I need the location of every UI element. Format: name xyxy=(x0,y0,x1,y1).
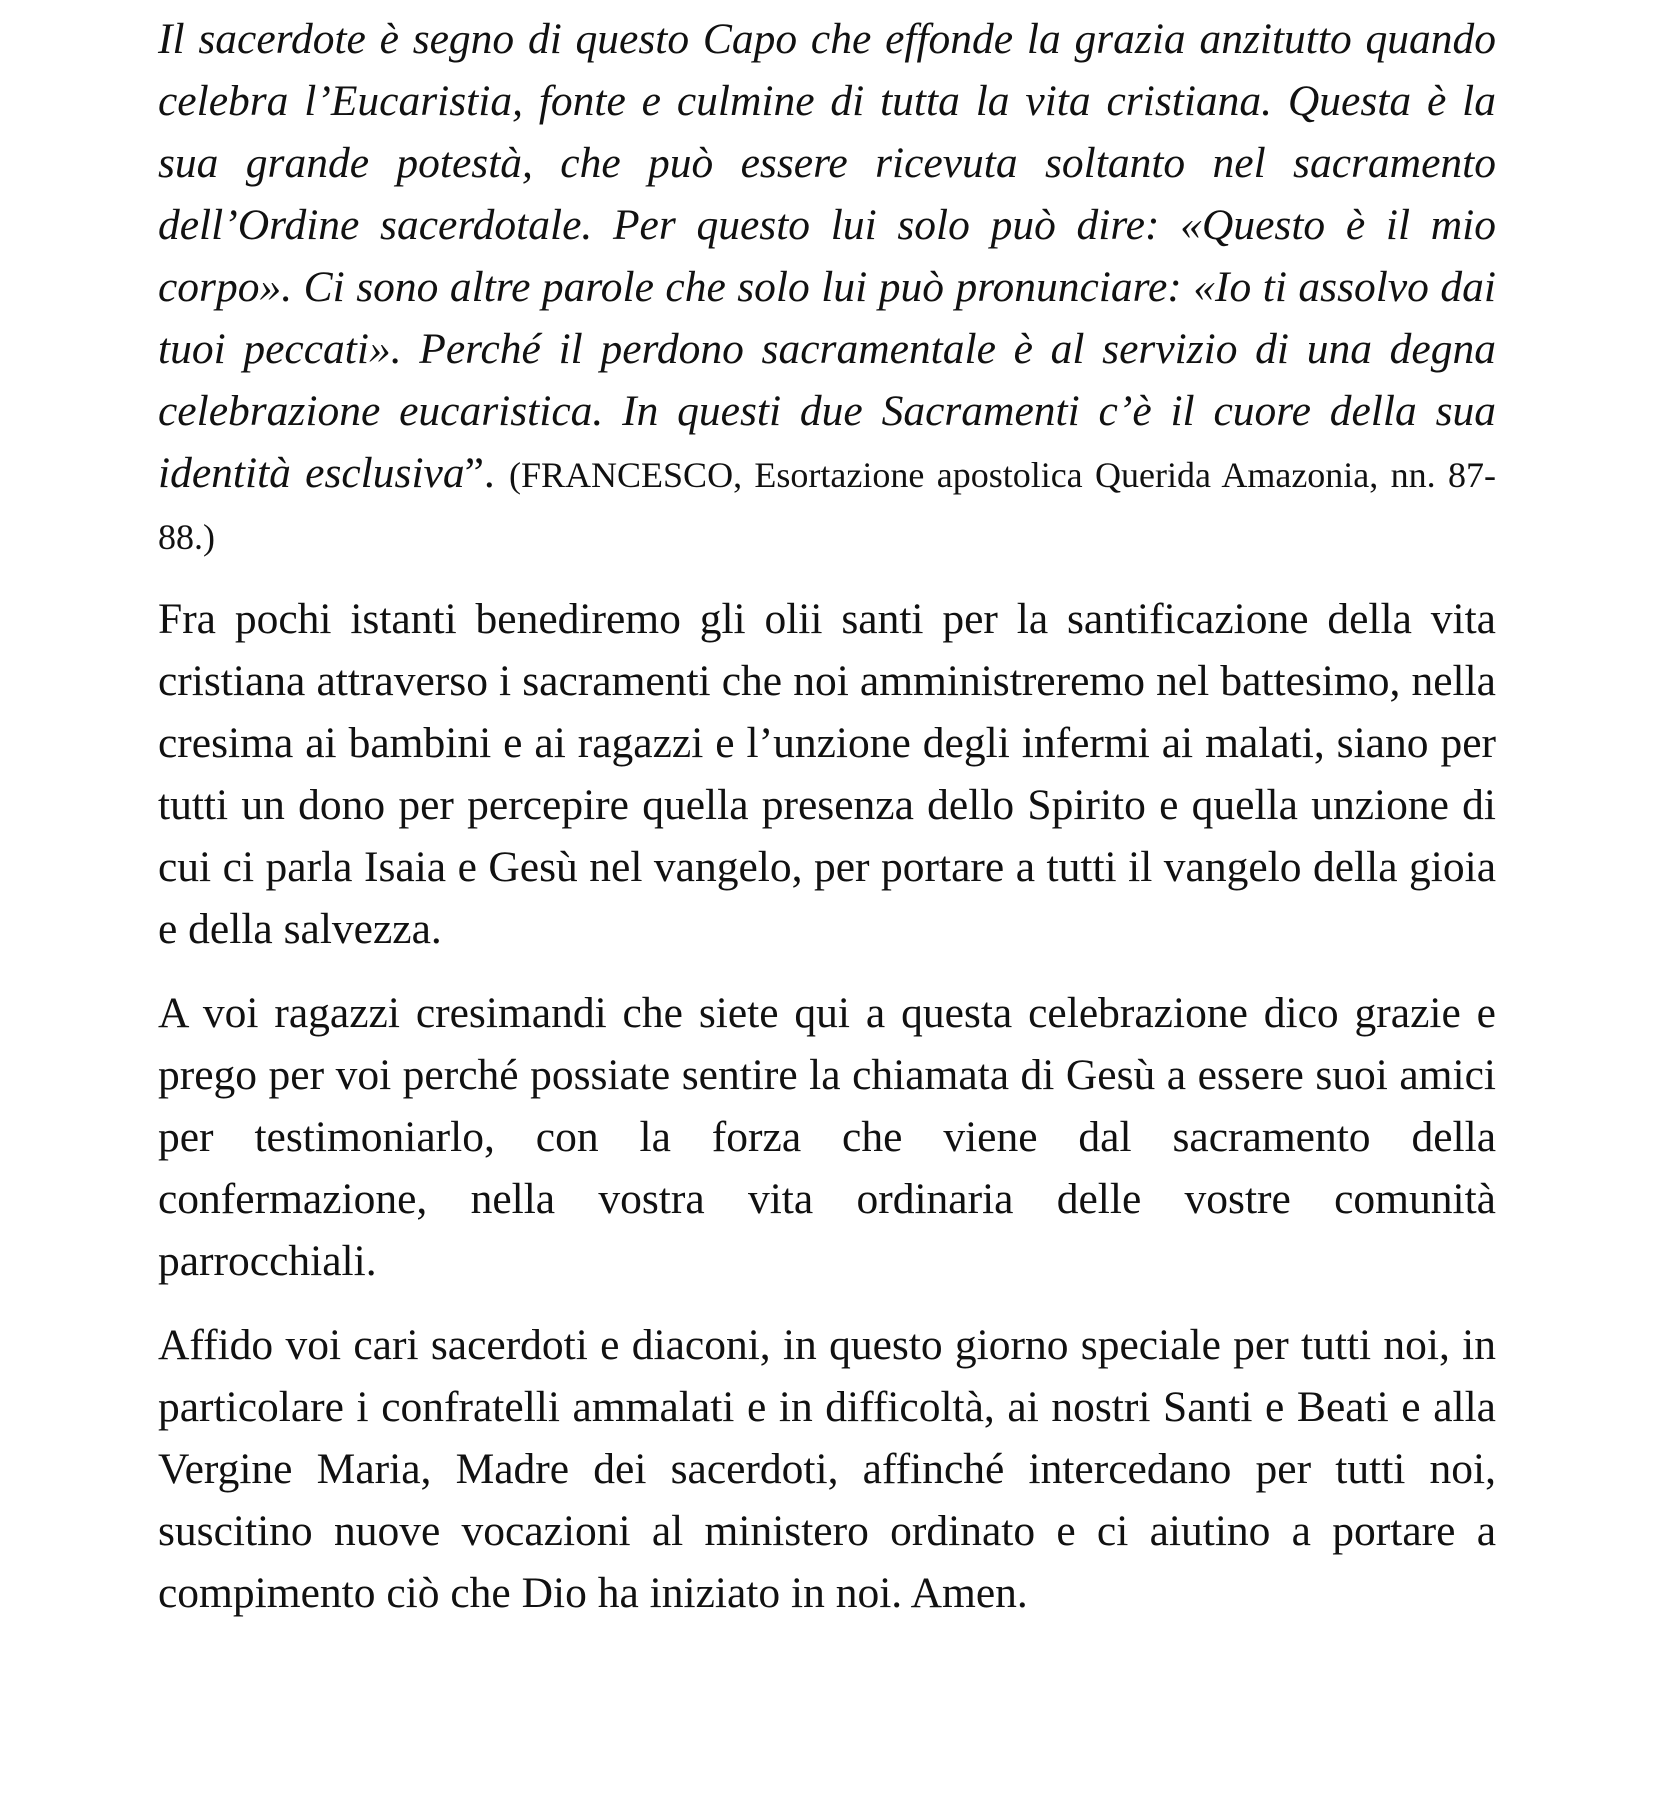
quote-text: Il sacerdote è segno di questo Capo che effonde la grazia anzitutto quando celebra l’Eucaristia, fonte e culmine di tutta la vita cristiana. Questa è la sua grande potestà, che può essere ricevuta soltanto nel sacramento dell’Ordine sacerdotale. Per questo lui solo può dire: «Questo è il mio corpo». Ci sono altre parole che solo lui può pronunciare: «Io ti assolvo dai tuoi peccati». Perché il perdono sacramentale è al servizio di una degna celebrazione eucaristica. In questi due Sacramenti c’è il cuore della sua identità esclusiva xyxy=(158,15,1496,497)
paragraph-confirmands: A voi ragazzi cresimandi che siete qui a questa celebrazione dico grazie e prego per voi perché possiate sentire la chiamata di Gesù a essere suoi amici per testimoniarlo, con la forza che viene dal sacramento della confermazione, nella vostra vita ordinaria delle vostre comunità parrocchiali. xyxy=(158,989,1496,1285)
document-page xyxy=(158,8,1496,1646)
quote-citation: (FRANCESCO, Esortazione apostolica Querida Amazonia, nn. 87-88.) xyxy=(158,455,1496,557)
paragraph-entrustment: Affido voi cari sacerdoti e diaconi, in questo giorno speciale per tutti noi, in particolare i confratelli ammalati e in difficoltà, ai nostri Santi e Beati e alla Vergine Maria, Madre dei sacerdoti, affinché intercedano per tutti noi, suscitino nuove vocazioni al ministero ordinato e ci aiutino a portare a compimento ciò che Dio ha iniziato in noi. Amen. xyxy=(158,1321,1496,1617)
papal-quote xyxy=(158,8,1496,566)
quote-closing-mark: ”. xyxy=(464,449,495,497)
paragraph-holy-oils: Fra pochi istanti benediremo gli olii santi per la santificazione della vita cristiana attraverso i sacramenti che noi amministreremo nel battesimo, nella cresima ai bambini e ai ragazzi e l’unzione degli infermi ai malati, siano per tutti un dono per percepire quella presenza dello Spirito e quella unzione di cui ci parla Isaia e Gesù nel vangelo, per portare a tutti il vangelo della gioia e della salvezza. xyxy=(158,595,1496,953)
